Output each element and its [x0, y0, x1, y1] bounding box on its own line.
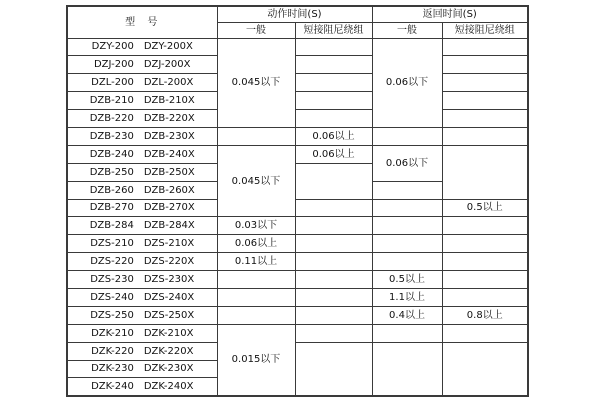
table-body — [67, 38, 528, 396]
model-cell — [67, 217, 217, 235]
model-pair — [68, 95, 217, 106]
model-base: DZB-220 — [89, 113, 134, 124]
model-base: DZL-200 — [91, 77, 134, 89]
model-x-variant: DZB-260X — [143, 184, 195, 196]
model-base: DZB-270 — [89, 202, 134, 214]
model-base: DZB-210 — [89, 95, 134, 107]
return-time-damped-winding-cell — [442, 145, 528, 199]
model-base: DZS-250 — [90, 309, 134, 321]
model-base: DZK-210 — [91, 327, 134, 339]
model-pair — [68, 274, 217, 285]
table-row — [67, 235, 528, 253]
model-base: DZS-230 — [90, 274, 134, 286]
model-base: DZS-210 — [90, 238, 134, 250]
model-cell — [67, 378, 217, 396]
table-row — [67, 38, 528, 56]
table-row — [67, 56, 528, 74]
action-time-general-cell: 0.045以下 — [217, 38, 295, 127]
model-base: DZS-220 — [90, 256, 134, 268]
model-pair — [68, 363, 217, 374]
return-time-general-cell — [372, 127, 442, 145]
model-x-variant: DZS-210X — [143, 238, 195, 250]
model-pair — [68, 59, 217, 70]
return-time-damped-winding-cell — [442, 56, 528, 74]
return-time-damped-winding-cell — [442, 235, 528, 253]
model-base: DZK-240 — [91, 381, 134, 393]
model-cell — [67, 253, 217, 271]
return-time-damped-winding-cell — [442, 288, 528, 306]
model-cell — [67, 288, 217, 306]
action-time-general-cell — [217, 306, 295, 324]
return-time-damped-winding-cell: 0.5以上 — [442, 199, 528, 217]
model-cell — [67, 74, 217, 92]
return-time-damped-winding-cell — [442, 253, 528, 271]
action-time-general-cell: 0.03以下 — [217, 217, 295, 235]
model-x-variant: DZS-220X — [143, 256, 195, 268]
model-pair — [68, 77, 217, 88]
column-header-action-damped-winding: 短接阻尼绕组 — [295, 22, 372, 38]
table-row — [67, 92, 528, 110]
model-pair — [68, 381, 217, 392]
model-x-variant: DZK-220X — [143, 345, 194, 357]
action-time-damped-winding-cell — [295, 253, 372, 271]
model-cell — [67, 110, 217, 128]
model-base: DZK-220 — [91, 345, 134, 357]
table-row — [67, 253, 528, 271]
return-time-general-cell: 0.06以下 — [372, 145, 442, 181]
action-time-general-cell: 0.015以下 — [217, 324, 295, 396]
model-x-variant: DZK-230X — [143, 363, 194, 375]
table-row — [67, 306, 528, 324]
return-time-general-cell — [372, 217, 442, 235]
model-pair — [68, 292, 217, 303]
column-header-return-general: 一般 — [372, 22, 442, 38]
model-x-variant: DZB-210X — [143, 95, 195, 107]
model-pair — [68, 185, 217, 196]
return-time-general-cell: 1.1以上 — [372, 288, 442, 306]
return-time-damped-winding-cell — [442, 38, 528, 56]
table-row — [67, 127, 528, 145]
model-cell — [67, 199, 217, 217]
model-cell — [67, 324, 217, 342]
model-x-variant: DZS-230X — [143, 274, 195, 286]
action-time-damped-winding-cell: 0.06以上 — [295, 127, 372, 145]
return-time-damped-winding-cell — [442, 110, 528, 128]
model-pair — [68, 131, 217, 142]
action-time-general-cell: 0.045以下 — [217, 145, 295, 217]
column-group-return-time: 返回时间(S) — [372, 6, 528, 22]
return-time-general-cell — [372, 324, 442, 342]
model-pair — [68, 41, 217, 52]
action-time-damped-winding-cell — [295, 110, 372, 128]
column-header-return-damped-winding: 短接阻尼绕组 — [442, 22, 528, 38]
table-row — [67, 342, 528, 360]
action-time-damped-winding-cell — [295, 74, 372, 92]
model-x-variant: DZB-240X — [143, 148, 195, 160]
table-row — [67, 271, 528, 289]
model-cell — [67, 360, 217, 378]
action-time-general-cell — [217, 271, 295, 289]
model-base: DZB-284 — [89, 220, 134, 232]
model-cell — [67, 163, 217, 181]
action-time-general-cell — [217, 127, 295, 145]
return-time-general-cell: 0.06以下 — [372, 38, 442, 127]
table-row — [67, 74, 528, 92]
action-time-general-cell: 0.06以上 — [217, 235, 295, 253]
action-time-damped-winding-cell — [295, 163, 372, 199]
return-time-general-cell: 0.5以上 — [372, 271, 442, 289]
action-time-general-cell — [217, 288, 295, 306]
column-group-action-time: 动作时间(S) — [217, 6, 372, 22]
model-pair — [68, 310, 217, 321]
model-base: DZB-230 — [89, 130, 134, 142]
action-time-damped-winding-cell — [295, 199, 372, 217]
model-x-variant: DZB-220X — [143, 113, 195, 124]
action-time-damped-winding-cell — [295, 217, 372, 235]
model-pair — [68, 167, 217, 178]
column-header-model: 型 号 — [67, 6, 217, 38]
model-base: DZK-230 — [91, 363, 134, 375]
model-pair — [68, 256, 217, 267]
model-pair — [68, 202, 217, 213]
model-cell — [67, 92, 217, 110]
model-x-variant: DZS-240X — [143, 291, 195, 303]
model-pair — [68, 238, 217, 249]
table-row — [67, 324, 528, 342]
action-time-damped-winding-cell — [295, 92, 372, 110]
return-time-general-cell — [372, 342, 442, 396]
model-x-variant: DZS-250X — [143, 309, 195, 321]
action-time-general-cell: 0.11以上 — [217, 253, 295, 271]
model-base: DZJ-200 — [93, 59, 134, 71]
model-cell — [67, 38, 217, 56]
action-time-damped-winding-cell — [295, 324, 372, 342]
table-row — [67, 288, 528, 306]
model-pair — [68, 346, 217, 357]
return-time-damped-winding-cell — [442, 92, 528, 110]
table-row — [67, 145, 528, 163]
model-cell — [67, 127, 217, 145]
model-pair — [68, 113, 217, 124]
model-pair — [68, 328, 217, 339]
relay-timing-table — [66, 5, 529, 397]
model-cell — [67, 181, 217, 199]
return-time-general-cell — [372, 181, 442, 199]
model-base: DZB-250 — [89, 166, 134, 178]
return-time-general-cell — [372, 199, 442, 217]
model-x-variant: DZJ-200X — [143, 59, 191, 71]
action-time-damped-winding-cell — [295, 288, 372, 306]
table-header — [67, 6, 528, 38]
return-time-general-cell: 0.4以上 — [372, 306, 442, 324]
model-x-variant: DZK-210X — [143, 327, 194, 339]
return-time-general-cell — [372, 253, 442, 271]
model-cell — [67, 145, 217, 163]
model-x-variant: DZB-230X — [143, 130, 195, 142]
model-base: DZB-240 — [89, 148, 134, 160]
action-time-damped-winding-cell — [295, 342, 372, 396]
model-cell — [67, 271, 217, 289]
model-x-variant: DZB-284X — [143, 220, 195, 232]
model-x-variant: DZY-200X — [143, 41, 193, 53]
return-time-damped-winding-cell — [442, 217, 528, 235]
table-row — [67, 110, 528, 128]
model-x-variant: DZB-270X — [143, 202, 195, 214]
model-base: DZB-260 — [89, 184, 134, 196]
model-x-variant: DZB-250X — [143, 166, 195, 178]
model-pair — [68, 220, 217, 231]
return-time-damped-winding-cell: 0.8以上 — [442, 306, 528, 324]
action-time-damped-winding-cell — [295, 235, 372, 253]
model-base: DZY-200 — [91, 41, 134, 53]
action-time-damped-winding-cell — [295, 56, 372, 74]
action-time-damped-winding-cell — [295, 306, 372, 324]
model-x-variant: DZK-240X — [143, 381, 194, 393]
model-cell — [67, 306, 217, 324]
model-cell — [67, 235, 217, 253]
table-row — [67, 199, 528, 217]
action-time-damped-winding-cell — [295, 271, 372, 289]
return-time-general-cell — [372, 235, 442, 253]
model-pair — [68, 149, 217, 160]
return-time-damped-winding-cell — [442, 127, 528, 145]
model-cell — [67, 342, 217, 360]
return-time-damped-winding-cell — [442, 342, 528, 396]
column-header-action-general: 一般 — [217, 22, 295, 38]
model-base: DZS-240 — [90, 291, 134, 303]
return-time-damped-winding-cell — [442, 271, 528, 289]
model-x-variant: DZL-200X — [143, 77, 194, 89]
return-time-damped-winding-cell — [442, 324, 528, 342]
table-row — [67, 217, 528, 235]
action-time-damped-winding-cell — [295, 38, 372, 56]
model-cell — [67, 56, 217, 74]
action-time-damped-winding-cell: 0.06以上 — [295, 145, 372, 163]
return-time-damped-winding-cell — [442, 74, 528, 92]
